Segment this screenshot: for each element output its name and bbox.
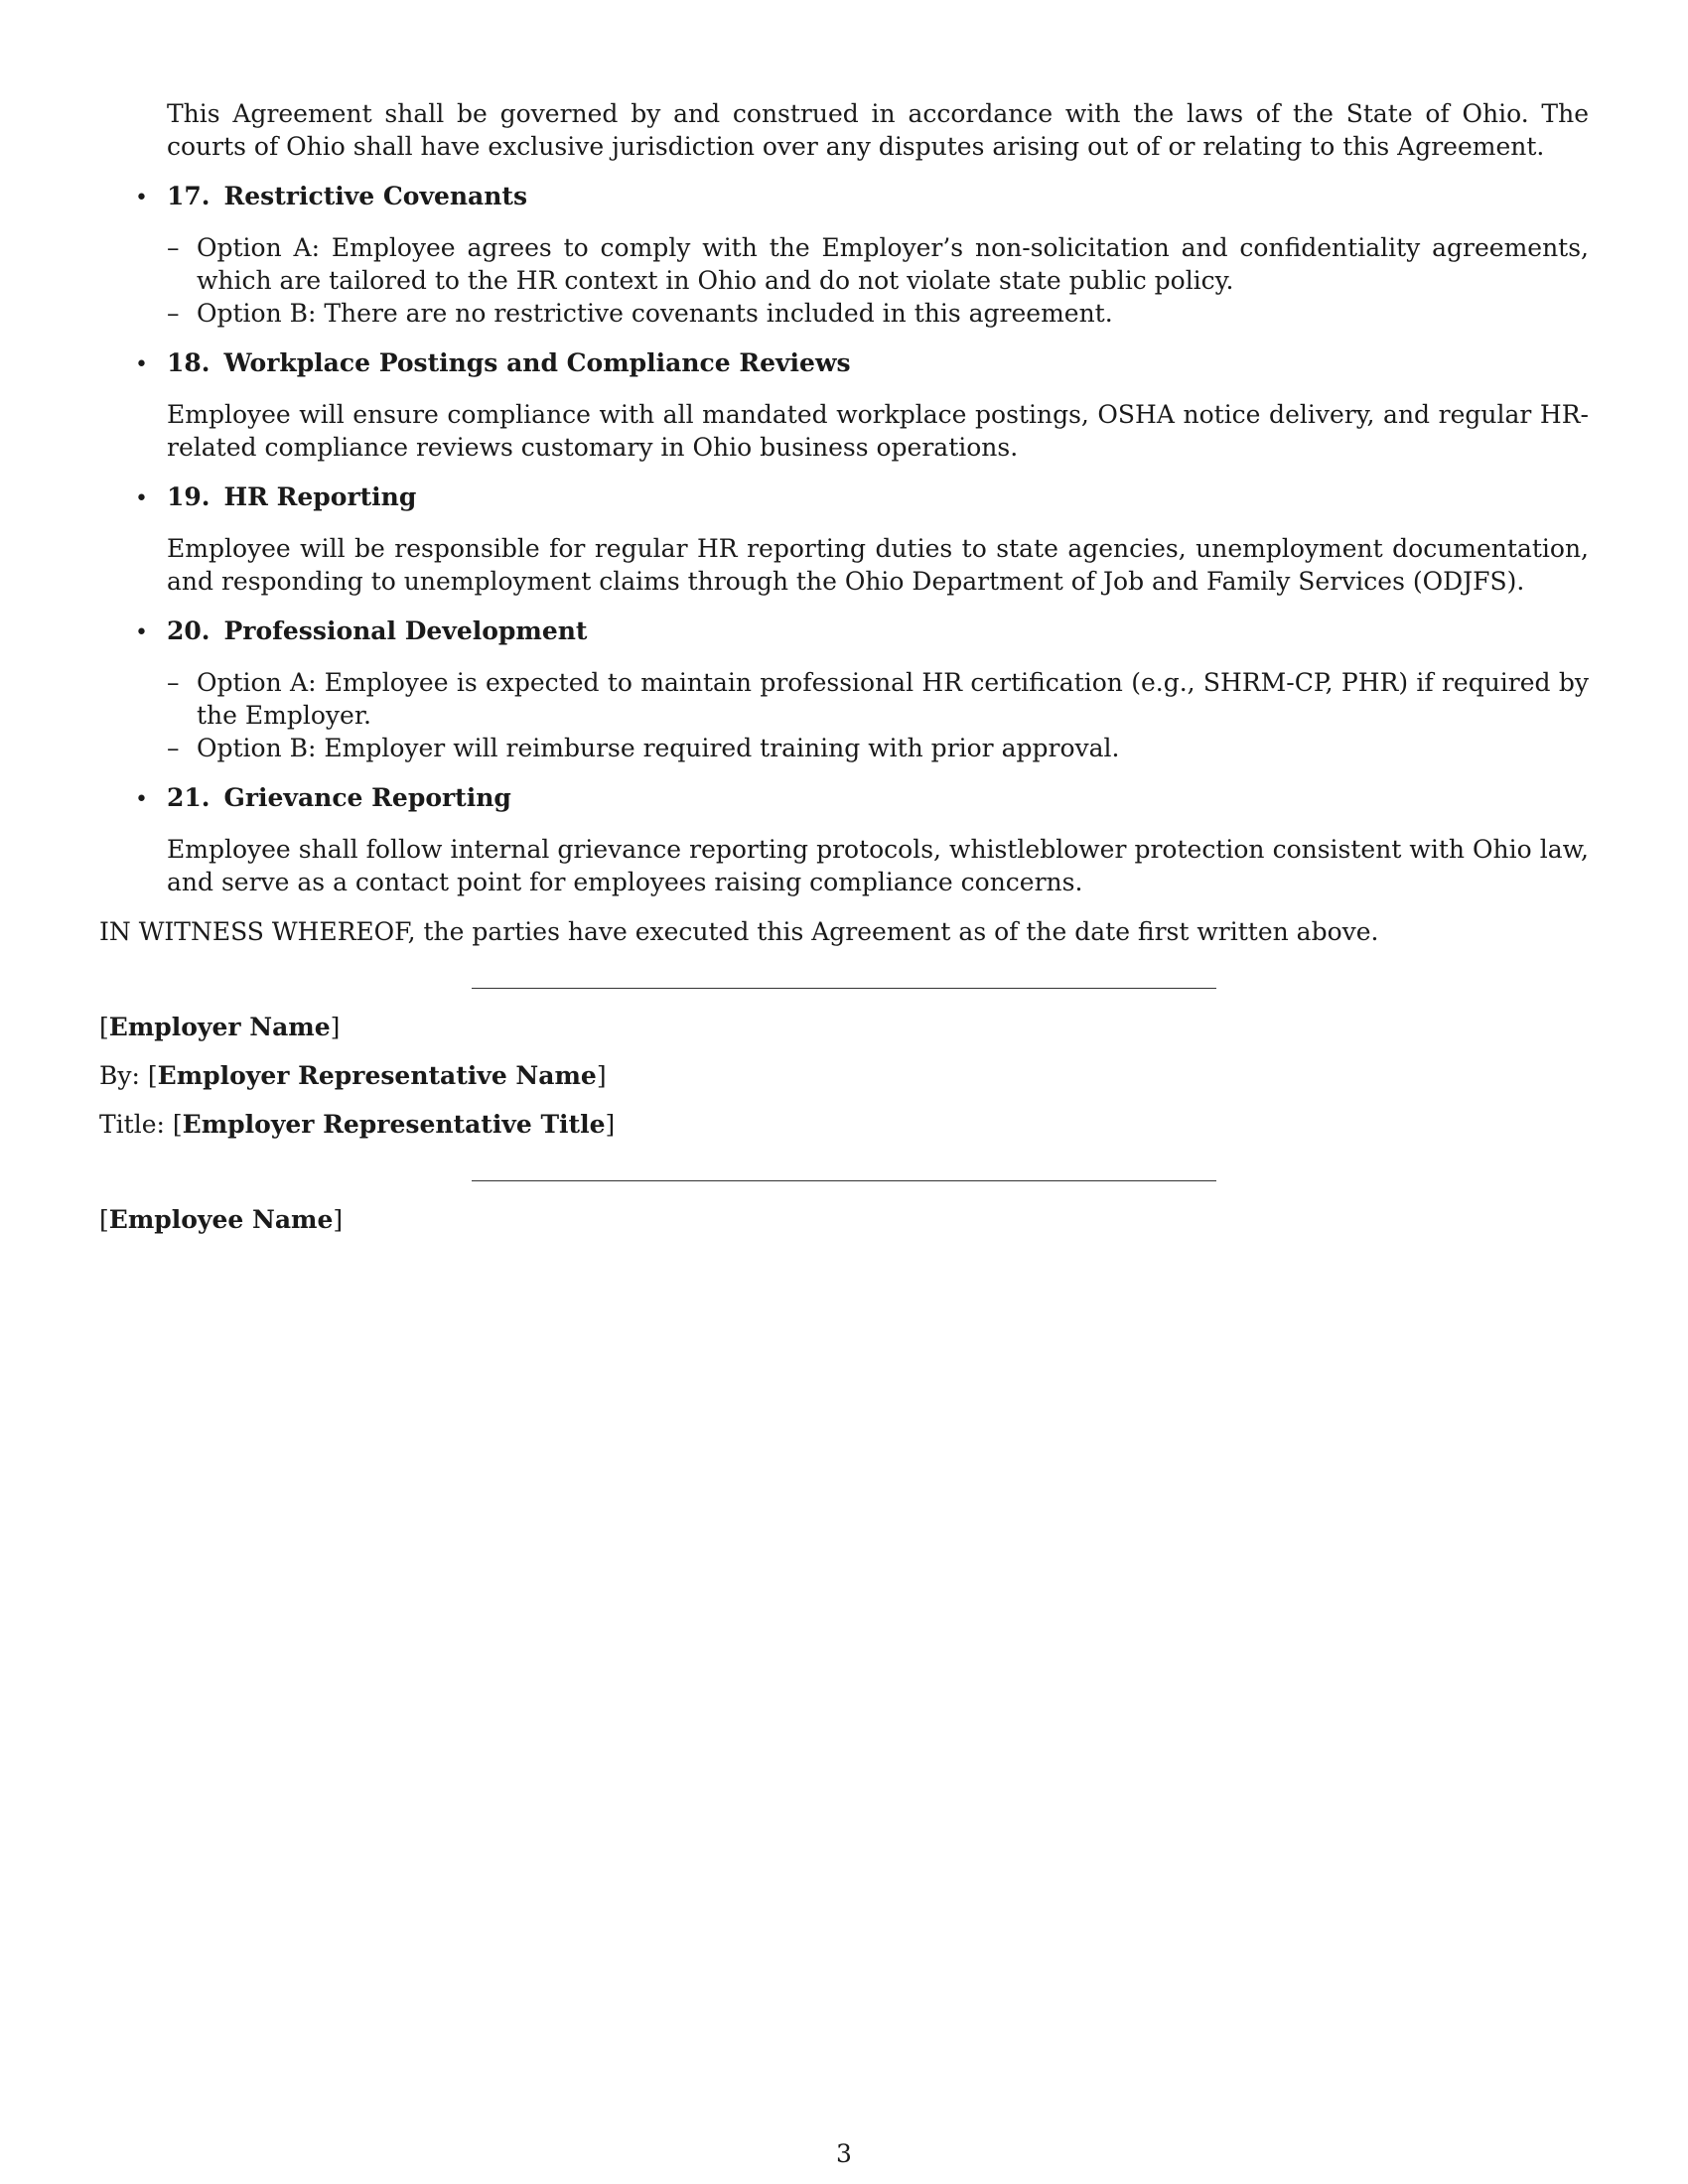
section-title: Workplace Postings and Compliance Reviews (223, 348, 851, 377)
employee-name: Employee Name (108, 1205, 334, 1234)
dash-icon: – (167, 233, 180, 262)
section-number: 17. (167, 182, 211, 210)
section-title: HR Reporting (223, 482, 417, 511)
section-17-heading (99, 180, 1589, 214)
section-title: Restrictive Covenants (223, 182, 528, 210)
employer-signature-block (99, 1011, 1589, 1141)
section-17-options (167, 231, 1589, 330)
employer-name: Employer Name (108, 1013, 331, 1041)
employer-signature-line (472, 988, 1216, 989)
dash-icon: – (167, 299, 180, 328)
option-item (167, 666, 1589, 732)
employee-signature-line (472, 1180, 1216, 1181)
employer-representative-title: Employer Representative Title (182, 1110, 606, 1139)
option-text: Option A: Employee is expected to maintain professional HR certification (e.g., SHRM-CP, PHR) if required by the Employer. (197, 668, 1589, 730)
page-number: 3 (836, 2139, 852, 2168)
bullet-icon: • (135, 787, 148, 812)
section-19-body: Employee will be responsible for regular HR reporting duties to state agencies, unemployment documentation, and responding to unemployment claims through the Ohio Department of Job and Family Services (ODJFS). (167, 534, 1589, 596)
option-item (167, 231, 1589, 297)
witness-statement: IN WITNESS WHEREOF, the parties have executed this Agreement as of the date first written above. (99, 917, 1379, 946)
dash-icon: – (167, 668, 180, 697)
by-label: By: (99, 1061, 148, 1090)
document-body (99, 97, 1589, 1236)
section-number: 21. (167, 783, 211, 812)
option-text: Option B: There are no restrictive covenants included in this agreement. (197, 299, 1113, 328)
bullet-icon: • (135, 352, 148, 377)
section-18-body: Employee will ensure compliance with all mandated workplace postings, OSHA notice delivery, and regular HR-related compliance reviews customary in Ohio business operations. (167, 400, 1589, 462)
section-number: 20. (167, 616, 211, 645)
section-21-heading (99, 781, 1589, 816)
section-18-heading (99, 346, 1589, 381)
dash-icon: – (167, 734, 180, 762)
bullet-icon: • (135, 620, 148, 645)
employer-representative-name: Employer Representative Name (157, 1061, 597, 1090)
employee-name-line: [Employee Name] (99, 1205, 344, 1234)
section-number: 19. (167, 482, 211, 511)
option-item (167, 732, 1589, 764)
option-text: Option B: Employer will reimburse required training with prior approval. (197, 734, 1120, 762)
section-21-body: Employee shall follow internal grievance reporting protocols, whistleblower protection consistent with Ohio law, and serve as a contact point for employees raising compliance concerns. (167, 835, 1589, 896)
section-19-heading (99, 480, 1589, 515)
section-number: 18. (167, 348, 211, 377)
employer-name-line: [Employer Name] (99, 1013, 341, 1041)
section-title: Professional Development (223, 616, 588, 645)
governing-law-paragraph: This Agreement shall be governed by and construed in accordance with the laws of the State of Ohio. The courts of Ohio shall have exclusive jurisdiction over any disputes arising out of or relating to this Agreement. (167, 99, 1589, 161)
section-20-options (167, 666, 1589, 764)
employer-by-line: By: [Employer Representative Name] (99, 1061, 607, 1090)
section-title: Grievance Reporting (223, 783, 511, 812)
title-label: Title: (99, 1110, 173, 1139)
employer-title-line: Title: [Employer Representative Title] (99, 1110, 616, 1139)
option-item (167, 297, 1589, 330)
section-20-heading (99, 614, 1589, 649)
employee-signature-block (99, 1203, 1589, 1236)
bullet-icon: • (135, 186, 148, 210)
option-text: Option A: Employee agrees to comply with the Employer’s non-solicitation and confidentiality agreements, which are tailored to the HR context in Ohio and do not violate state public policy. (197, 233, 1589, 295)
bullet-icon: • (135, 486, 148, 511)
